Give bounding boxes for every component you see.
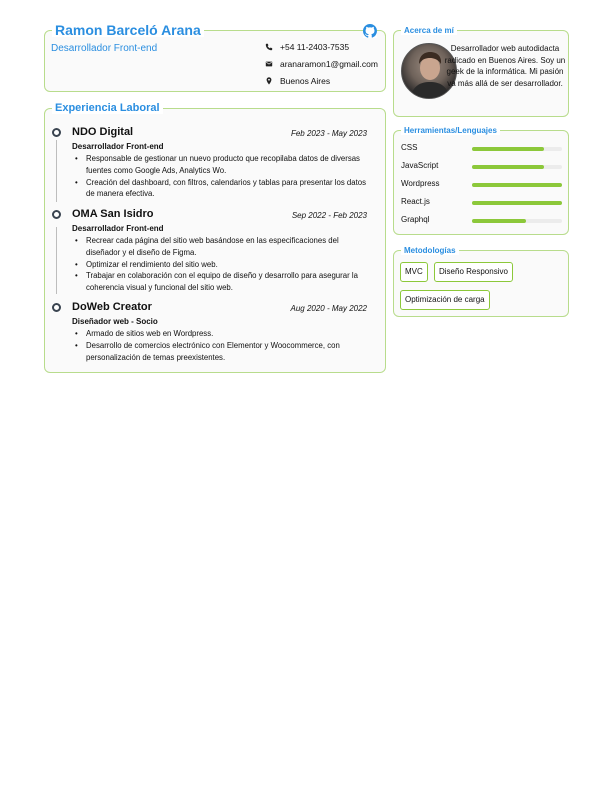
email-text: aranaramon1@gmail.com <box>280 59 378 69</box>
methodology-tag: Optimización de carga <box>400 290 490 310</box>
job-bullet: • Armado de sitios web en Wordpress. <box>72 328 372 340</box>
job-role: Desarrollador Front-end <box>72 224 164 233</box>
job-role: Desarrollador Front-end <box>72 142 164 151</box>
skill-bar-track <box>472 219 562 223</box>
location-text: Buenos Aires <box>280 76 331 86</box>
skill-name: Wordpress <box>401 179 440 188</box>
job-date: Sep 2022 - Feb 2023 <box>291 211 367 220</box>
experience-card <box>44 102 386 373</box>
header-card <box>44 22 386 92</box>
methodologies-card <box>393 246 569 317</box>
job-date: Aug 2020 - May 2022 <box>290 304 367 313</box>
phone-icon <box>265 43 273 51</box>
methodology-tag: Diseño Responsivo <box>434 262 513 282</box>
timeline-dot <box>52 128 61 137</box>
skill-name: React.js <box>401 197 430 206</box>
github-icon[interactable] <box>363 24 377 38</box>
skill-row <box>401 215 563 227</box>
skill-bar-fill <box>472 183 562 187</box>
timeline-dot <box>52 303 61 312</box>
about-text: Desarrollador web autodidacta radicado en Buenos Aires. Soy un geek de la informática. Mi pasión va más allá de ser desarrollador. <box>444 44 566 88</box>
skill-row <box>401 197 563 209</box>
job-bullets <box>72 153 372 200</box>
skill-row <box>401 161 563 173</box>
skill-row <box>401 143 563 155</box>
skill-bar-fill <box>472 201 562 205</box>
skill-name: CSS <box>401 143 418 152</box>
phone-text: +54 11-2403-7535 <box>280 42 350 52</box>
contact-phone[interactable] <box>265 42 349 52</box>
location-pin-icon <box>265 77 273 85</box>
job-bullet: • Desarrollo de comercios electrónico con Elementor y Woocommerce, con personalización de temas preexistentes. <box>72 340 372 364</box>
job-title: Desarrollador Front-end <box>51 43 158 54</box>
job-company: OMA San Isidro <box>72 208 154 220</box>
experience-title: Experiencia Laboral <box>52 103 163 114</box>
skill-name: Graphql <box>401 215 430 224</box>
skill-name: JavaScript <box>401 161 439 170</box>
timeline-line <box>56 140 57 202</box>
timeline-dot <box>52 210 61 219</box>
contact-email[interactable] <box>265 59 378 69</box>
skill-bar-fill <box>472 219 526 223</box>
methodologies-title: Metodologías <box>401 247 459 255</box>
methodology-tag: MVC <box>400 262 428 282</box>
timeline-line <box>56 227 57 294</box>
job-bullets <box>72 235 372 294</box>
skill-row <box>401 179 563 191</box>
job-company: NDO Digital <box>72 126 134 138</box>
mail-icon <box>265 60 273 68</box>
skill-bar-track <box>472 201 562 205</box>
skill-bar-track <box>472 147 562 151</box>
skill-bar-track <box>472 183 562 187</box>
skills-title: Herramientas/Lenguajes <box>401 127 500 135</box>
full-name: Ramon Barceló Arana <box>52 23 204 37</box>
job-bullet: • Trabajar en colaboración con el equipo de diseño y desarrollo para asegurar la coherencia visual y funcional del sitio web. <box>72 270 372 294</box>
job-date: Feb 2023 - May 2023 <box>290 129 367 138</box>
job-bullet: • Creación del dashboard, con filtros, calendarios y tablas para presentar los datos de manera efectiva. <box>72 177 372 201</box>
contact-location <box>265 76 330 86</box>
job-role: Diseñador web - Socio <box>72 317 158 326</box>
job-bullet: • Recrear cada página del sitio web basándose en las especificaciones del diseñador y el diseño de Figma. <box>72 235 372 259</box>
skills-card <box>393 126 569 235</box>
job-bullet: • Optimizar el rendimiento del sitio web. <box>72 259 372 271</box>
job-company: DoWeb Creator <box>72 301 152 313</box>
skill-bar-track <box>472 165 562 169</box>
job-bullet: • Responsable de gestionar un nuevo producto que recopilaba datos de diversas fuentes como Google Ads, Analytics Wo. <box>72 153 372 177</box>
job-bullets <box>72 328 372 363</box>
about-title: Acerca de mí <box>401 27 457 35</box>
skill-bar-fill <box>472 147 544 151</box>
about-card <box>393 26 569 117</box>
skill-bar-fill <box>472 165 544 169</box>
